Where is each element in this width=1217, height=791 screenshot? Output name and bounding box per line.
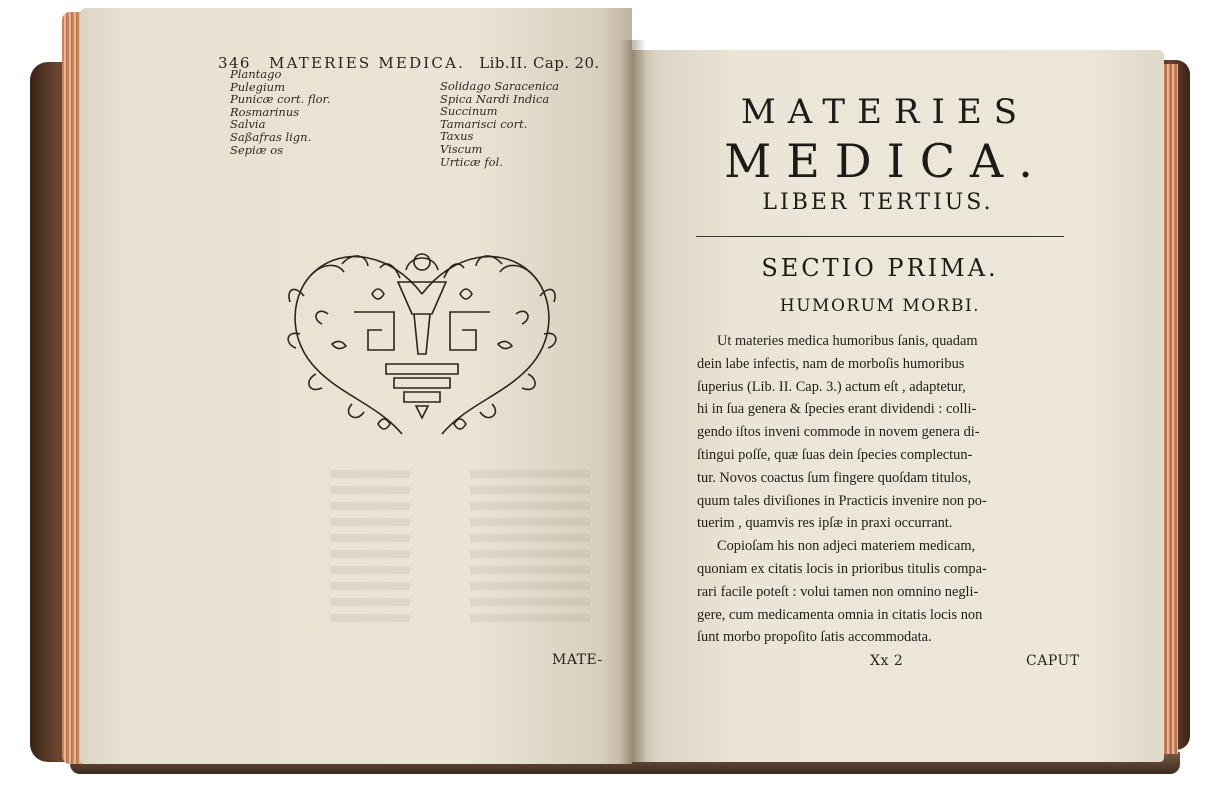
left-page-catchword: MATE- [552, 652, 603, 668]
show-through-ink [330, 470, 410, 630]
plant-list-item: Rosmarinus [230, 104, 300, 119]
text-line: hi in ſua genera & ſpecies erant dividendi : colli- [697, 401, 977, 418]
body-text [697, 330, 1073, 649]
plant-list-item: Tamarisci cort. [440, 116, 528, 131]
page-number: 346 [218, 54, 251, 72]
show-through-ink [470, 470, 590, 630]
plant-list-item: Punicæ cort. flor. [230, 92, 331, 107]
text-line: gendo iſtos inveni commode in novem genera di- [697, 424, 980, 441]
text-line: gere, cum medicamenta omnia in citatis locis non [697, 606, 983, 623]
title-divider-rule [696, 236, 1064, 237]
text-line: dein labe infectis, nam de morboſis humoribus [697, 355, 965, 372]
right-page-catchword: CAPUT [1026, 653, 1080, 669]
text-line: ſuperius (Lib. II. Cap. 3.) actum eſt , adaptetur, [697, 378, 966, 395]
plant-list-item: Salvia [230, 117, 266, 132]
plant-list-item: Saßafras lign. [230, 129, 312, 144]
plant-list-item: Solidago Saracenica [440, 79, 560, 93]
engraved-ornament-icon [282, 234, 562, 446]
plant-list-column-2 [440, 80, 559, 168]
text-line: quum tales diviſiones in Practicis invenire non po- [697, 492, 987, 509]
text-line: rari facile poteſt : volui tamen non omnino negli- [697, 583, 979, 600]
plant-list-item: Pulegium [230, 79, 285, 94]
text-line: Ut materies medica humoribus ſanis, quadam [717, 333, 978, 349]
plant-list-item: Plantago [230, 67, 282, 81]
plant-list-item: Succinum [440, 104, 498, 119]
chapter-reference: Lib.II. Cap. 20. [479, 54, 600, 72]
text-line: quoniam ex citatis locis in prioribus titulis compa- [697, 560, 987, 577]
section-heading: SECTIO PRIMA. [761, 254, 999, 282]
plant-list-item: Spica Nardi Indica [440, 91, 550, 106]
title-line-materies: MATERIES [740, 92, 1030, 132]
text-line: Copioſam his non adjeci materiem medicam, [717, 538, 976, 555]
signature-mark: Xx 2 [870, 653, 904, 669]
plant-list-column-1 [230, 68, 330, 156]
plant-list-item: Sepiæ os [230, 142, 284, 157]
text-line: tuerim , quamvis res ipſæ in praxi occurrant. [697, 515, 953, 532]
text-line: ſunt morbo propoſito ſatis accommodata. [697, 629, 932, 646]
plant-list-item: Urticæ fol. [440, 154, 503, 169]
plant-list-item: Taxus [440, 129, 474, 144]
title-line-liber-tertius: LIBER TERTIUS. [762, 190, 994, 215]
text-line: ſtingui poſſe, quæ ſuas dein ſpecies complectun- [697, 446, 973, 463]
book-gutter [620, 40, 646, 764]
running-title: MATERIES MEDICA. [269, 54, 466, 72]
plant-list-item: Viscum [440, 141, 483, 156]
text-line: tur. Novos coactus ſum fingere quoſdam titulos, [697, 469, 972, 486]
subsection-heading: HUMORUM MORBI. [779, 296, 981, 316]
title-line-medica: MEDICA. [724, 134, 1048, 188]
